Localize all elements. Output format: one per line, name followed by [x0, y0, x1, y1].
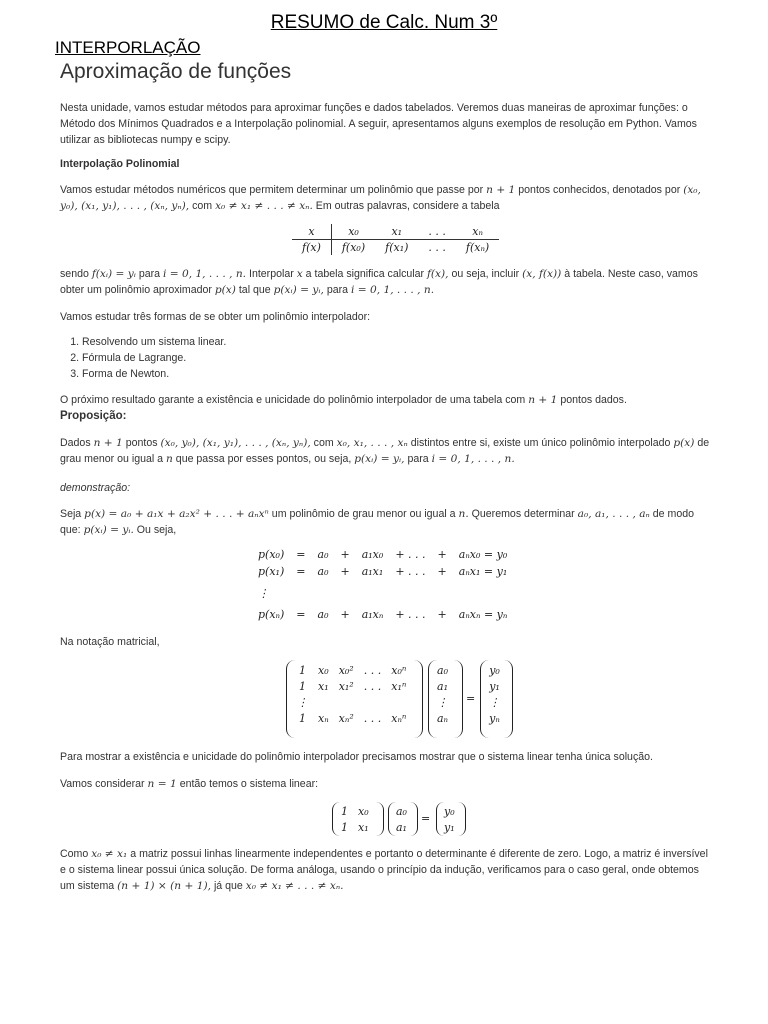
p2-math: i = 0, 1, . . . , n.	[350, 284, 435, 296]
p5-math: p(xᵢ) = yᵢ,	[354, 453, 405, 465]
table-cell: f(xₙ)	[465, 241, 490, 254]
matrix-cell: x₁	[318, 679, 329, 693]
matrix-cell: xₙⁿ	[391, 711, 407, 725]
system-cell: +	[340, 608, 350, 621]
system-row	[252, 580, 513, 606]
vector-cell: a₀	[437, 663, 448, 677]
p1-math-a: n + 1	[486, 184, 516, 196]
matrix-cell: 1	[341, 820, 348, 834]
right-paren	[410, 802, 418, 836]
system-cell: =	[296, 548, 306, 561]
table-cell: f(x₁)	[385, 241, 409, 254]
p6-text: um polinômio de grau menor ou igual a	[271, 508, 456, 520]
rhs-vector	[484, 662, 505, 726]
p5-text: Dados	[60, 437, 91, 449]
page-title: RESUMO de Calc. Num 3º	[270, 12, 498, 33]
table-cell: x	[292, 224, 331, 240]
proposition-label: Proposição:	[60, 410, 127, 422]
p1-text-a: Vamos estudar métodos numéricos que permitem determinar um polinômio que passe por	[60, 184, 484, 196]
coefficient-vector	[432, 662, 453, 726]
matrix-cell: x₀	[318, 663, 329, 677]
p4-text: pontos dados.	[560, 394, 627, 406]
p5-math: (x₀, y₀), (x₁, y₁), . . . , (xₙ, yₙ),	[160, 437, 311, 449]
p2-text: tal que	[238, 284, 271, 296]
table-cell: f(x₀)	[341, 241, 366, 254]
p10-math: x₀ ≠ x₁ ≠ . . . ≠ xₙ.	[245, 880, 344, 892]
p5-text: para	[407, 453, 429, 465]
paragraph-1	[60, 182, 710, 214]
paragraph-2	[60, 266, 710, 298]
right-paren	[458, 802, 466, 836]
table-cell: f(x)	[292, 240, 331, 256]
matrix-cell: x₁ⁿ	[391, 679, 407, 693]
p5-math: n + 1	[93, 437, 123, 449]
vandermonde-matrix	[292, 662, 411, 726]
p10-math: x₀ ≠ x₁	[91, 848, 128, 860]
p2-math: (x, f(x))	[522, 268, 562, 280]
matrix-cell: . . .	[363, 679, 382, 693]
right-paren	[454, 660, 463, 738]
vector-cell: y₁	[489, 679, 500, 693]
equals-sign: =	[421, 812, 431, 825]
p5-math: i = 0, 1, . . . , n.	[431, 453, 515, 465]
table-cell: . . .	[428, 241, 446, 254]
p6-math: n.	[458, 508, 469, 520]
list-item: 3. Forma de Newton.	[82, 366, 226, 382]
system-cell: a₁xₙ	[361, 608, 384, 621]
matrix-cell: xₙ	[318, 711, 329, 725]
vector-cell: y₀	[444, 804, 455, 818]
matrix-cell: 1	[299, 679, 306, 693]
p10-text: Como	[60, 848, 89, 860]
p6-text: Queremos determinar	[471, 508, 575, 520]
matrix-cell: x₀	[358, 804, 369, 818]
p2-math: f(xᵢ) = yᵢ	[91, 268, 136, 280]
p10-text: a matriz possui linhas linearmente independentes e portanto o determinante é diferente de zero. Logo, a matriz é inversível e o sistema linear possui única solução. De forma análoga, usando o princípio da indução, verificamos para o caso geral, onde obtemos um sistema	[60, 848, 708, 892]
equation-system	[252, 546, 513, 623]
value-table	[292, 224, 499, 255]
matrix-cell: . . .	[363, 711, 382, 725]
p9-text: então temos o sistema linear:	[179, 778, 319, 790]
matrix-cell: x₁	[358, 820, 369, 834]
system-cell: +	[340, 565, 350, 578]
p6-math: p(x) = a₀ + a₁x + a₂x² + . . . + aₙxⁿ	[84, 508, 269, 520]
system-cell: aₙxₙ = yₙ	[458, 608, 508, 621]
system-cell: p(x₀)	[258, 548, 285, 561]
p5-text: distintos entre si, existe um único polinômio interpolado	[410, 437, 671, 449]
p1-text-d: com	[192, 200, 213, 212]
list-item: 1. Resolvendo um sistema linear.	[82, 334, 226, 350]
system-cell: +	[437, 548, 447, 561]
table-cell: x₀	[331, 224, 375, 240]
p2-text: para	[138, 268, 161, 280]
system-cell: a₀	[317, 565, 329, 578]
p6-text: Ou seja,	[136, 524, 177, 536]
vector-cell: a₀	[396, 804, 407, 818]
paragraph-8: Para mostrar a existência e unicidade do polinômio interpolador precisamos mostrar que o sistema linear tenha única solução.	[60, 751, 653, 763]
system-cell: a₀	[317, 548, 329, 561]
equals-sign: =	[466, 692, 476, 705]
p1-text-f: Em outras palavras, considere a tabela	[315, 200, 500, 212]
system-cell: a₁x₁	[361, 565, 384, 578]
p9-math: n = 1	[147, 778, 177, 790]
p10-math: (n + 1) × (n + 1),	[117, 880, 211, 892]
vector-cell: ⋮	[489, 695, 500, 709]
subheading-interpolacao: Interpolação Polinomial	[60, 158, 180, 170]
system-row	[252, 563, 513, 580]
matrix-cell: . . .	[363, 663, 382, 677]
demonstration-label: demonstração:	[60, 482, 131, 494]
p6-math: p(xᵢ) = yᵢ.	[83, 524, 134, 536]
p2-math: p(x)	[214, 284, 236, 296]
system-cell: + . . .	[395, 548, 426, 561]
system-cell: +	[340, 548, 350, 561]
paragraph-7: Na notação matricial,	[60, 636, 160, 648]
matrix-cell: x₀ⁿ	[391, 663, 407, 677]
system-cell: p(x₁)	[258, 565, 285, 578]
p9-text: Vamos considerar	[60, 778, 145, 790]
small-rhs-vector	[439, 803, 460, 835]
vector-cell: y₁	[444, 820, 455, 834]
p2-math: p(xᵢ) = yᵢ,	[273, 284, 324, 296]
p5-text: pontos	[125, 437, 158, 449]
system-cell: a₁x₀	[361, 548, 384, 561]
paragraph-10	[60, 846, 710, 894]
p4-text: O próximo resultado garante a existência e unicidade do polinômio interpolador de uma tabela com	[60, 394, 526, 406]
paragraph-5	[60, 435, 710, 467]
system-row	[252, 606, 513, 623]
system-cell: ⋮	[258, 586, 269, 600]
matrix-cell: ⋮	[297, 695, 308, 709]
system-cell: + . . .	[395, 565, 426, 578]
system-cell: =	[296, 608, 306, 621]
system-cell: +	[437, 608, 447, 621]
vector-cell: yₙ	[489, 711, 500, 725]
matrix-cell: xₙ²	[338, 711, 354, 725]
p2-text: para	[326, 284, 349, 296]
p2-text: a tabela significa calcular	[305, 268, 425, 280]
system-row	[252, 546, 513, 563]
methods-list	[60, 334, 226, 382]
vector-cell: a₁	[396, 820, 407, 834]
p2-text: Interpolar	[249, 268, 294, 280]
system-cell: aₙx₁ = y₁	[458, 565, 508, 578]
p2-text: à tabela. Neste caso,	[564, 268, 664, 280]
system-cell: aₙx₀ = y₀	[458, 548, 508, 561]
p5-math: n	[166, 453, 173, 465]
section-title: INTERPORLAÇÃO	[55, 38, 201, 57]
system-cell: =	[296, 565, 306, 578]
main-heading: Aproximação de funções	[60, 60, 292, 83]
intro-paragraph: Nesta unidade, vamos estudar métodos para aproximar funções e dados tabelados. Veremos duas maneiras de aproximar funções: o Método dos Mínimos Quadrados e a Interpolação polinomial. A seguir, apresentamos alguns exemplos de resolução em Python. Vamos utilizar as bibliotecas numpy e scipy.	[60, 102, 697, 146]
matrix-cell: 1	[299, 711, 306, 725]
p5-math: x₀, x₁, . . . , xₙ	[336, 437, 408, 449]
p1-text-b: pontos conhecidos, denotados por	[518, 184, 681, 196]
p6-text: Seja	[60, 508, 82, 520]
vector-cell: y₀	[489, 663, 500, 677]
p6-text: modo que:	[60, 508, 695, 536]
system-cell: p(xₙ)	[258, 608, 285, 621]
list-item: 2. Fórmula de Lagrange.	[82, 350, 226, 366]
vector-cell: aₙ	[437, 711, 449, 725]
p5-text: de grau menor ou igual a	[60, 437, 710, 465]
p10-text: já que	[213, 880, 243, 892]
small-coef-vector	[391, 803, 412, 835]
p1-math-c: (x₀, y₀), (x₁, y₁), . . . , (xₙ, yₙ),	[60, 184, 701, 212]
system-cell: a₀	[317, 608, 329, 621]
small-matrix	[336, 803, 374, 835]
matrix-cell: x₀²	[338, 663, 354, 677]
p5-text: com	[313, 437, 334, 449]
paragraph-3: Vamos estudar três formas de se obter um polinômio interpolador:	[60, 311, 371, 323]
p6-math: a₀, a₁, . . . , aₙ	[577, 508, 650, 520]
paragraph-6	[60, 506, 710, 538]
right-paren	[504, 660, 513, 738]
vector-cell: ⋮	[437, 695, 449, 709]
matrix-cell: x₁²	[338, 679, 354, 693]
p5-math: p(x)	[673, 437, 695, 449]
p2-math: i = 0, 1, . . . , n.	[162, 268, 247, 280]
p2-math: x	[296, 268, 303, 280]
p5-text: que passa por esses pontos, ou seja,	[175, 453, 352, 465]
system-cell: + . . .	[395, 608, 426, 621]
matrix-cell: 1	[341, 804, 348, 818]
p2-text: vamos obter um polinômio aproximador	[60, 268, 698, 296]
right-paren	[414, 660, 423, 738]
table-cell: x₁	[375, 224, 418, 240]
p4-math: n + 1	[528, 394, 558, 406]
system-cell: +	[437, 565, 447, 578]
p2-text: sendo	[60, 268, 89, 280]
paragraph-9	[60, 776, 710, 792]
table-cell: xₙ	[456, 224, 499, 240]
table-cell: . . .	[418, 224, 455, 240]
paragraph-4	[60, 392, 710, 408]
p6-text: de	[652, 508, 665, 520]
right-paren	[376, 802, 384, 836]
p2-math: f(x),	[427, 268, 449, 280]
matrix-cell: 1	[299, 663, 306, 677]
p1-math-e: x₀ ≠ x₁ ≠ . . . ≠ xₙ.	[215, 200, 313, 212]
vector-cell: a₁	[437, 679, 448, 693]
p2-text: ou seja, incluir	[451, 268, 520, 280]
